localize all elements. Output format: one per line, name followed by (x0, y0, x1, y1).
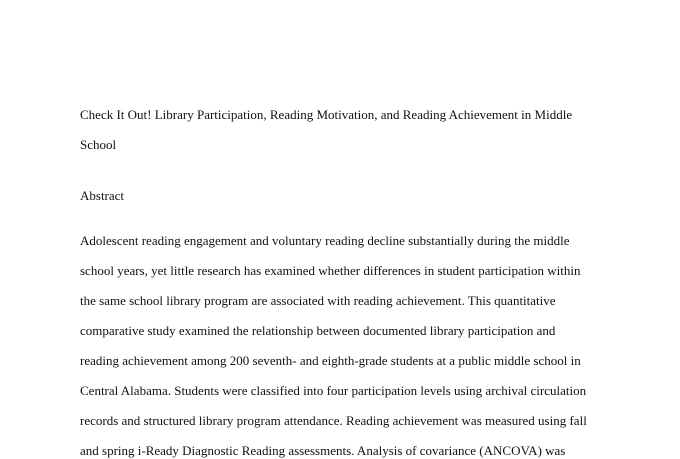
abstract-line: the same school library program are associated with reading achievement. This quantitative (80, 293, 556, 308)
abstract-body (80, 226, 620, 459)
abstract-line: and spring i-Ready Diagnostic Reading assessments. Analysis of covariance (ANCOVA) was (80, 443, 566, 458)
paper-title-line-1: Check It Out! Library Participation, Reading Motivation, and Reading Achievement in Middle (80, 107, 573, 122)
abstract-line: records and structured library program attendance. Reading achievement was measured using fall (80, 413, 587, 428)
paper-title (80, 100, 620, 160)
abstract-heading: Abstract (80, 188, 125, 203)
abstract-line: Central Alabama. Students were classified into four participation levels using archival circulation (80, 383, 587, 398)
abstract-line: reading achievement among 200 seventh- and eighth-grade students at a public middle school in (80, 353, 581, 368)
abstract-line: school years, yet little research has examined whether differences in student participation within (80, 263, 581, 278)
abstract-line: Adolescent reading engagement and voluntary reading decline substantially during the middle (80, 233, 570, 248)
abstract-line: comparative study examined the relationship between documented library participation and (80, 323, 556, 338)
paper-title-line-2: School (80, 137, 117, 152)
